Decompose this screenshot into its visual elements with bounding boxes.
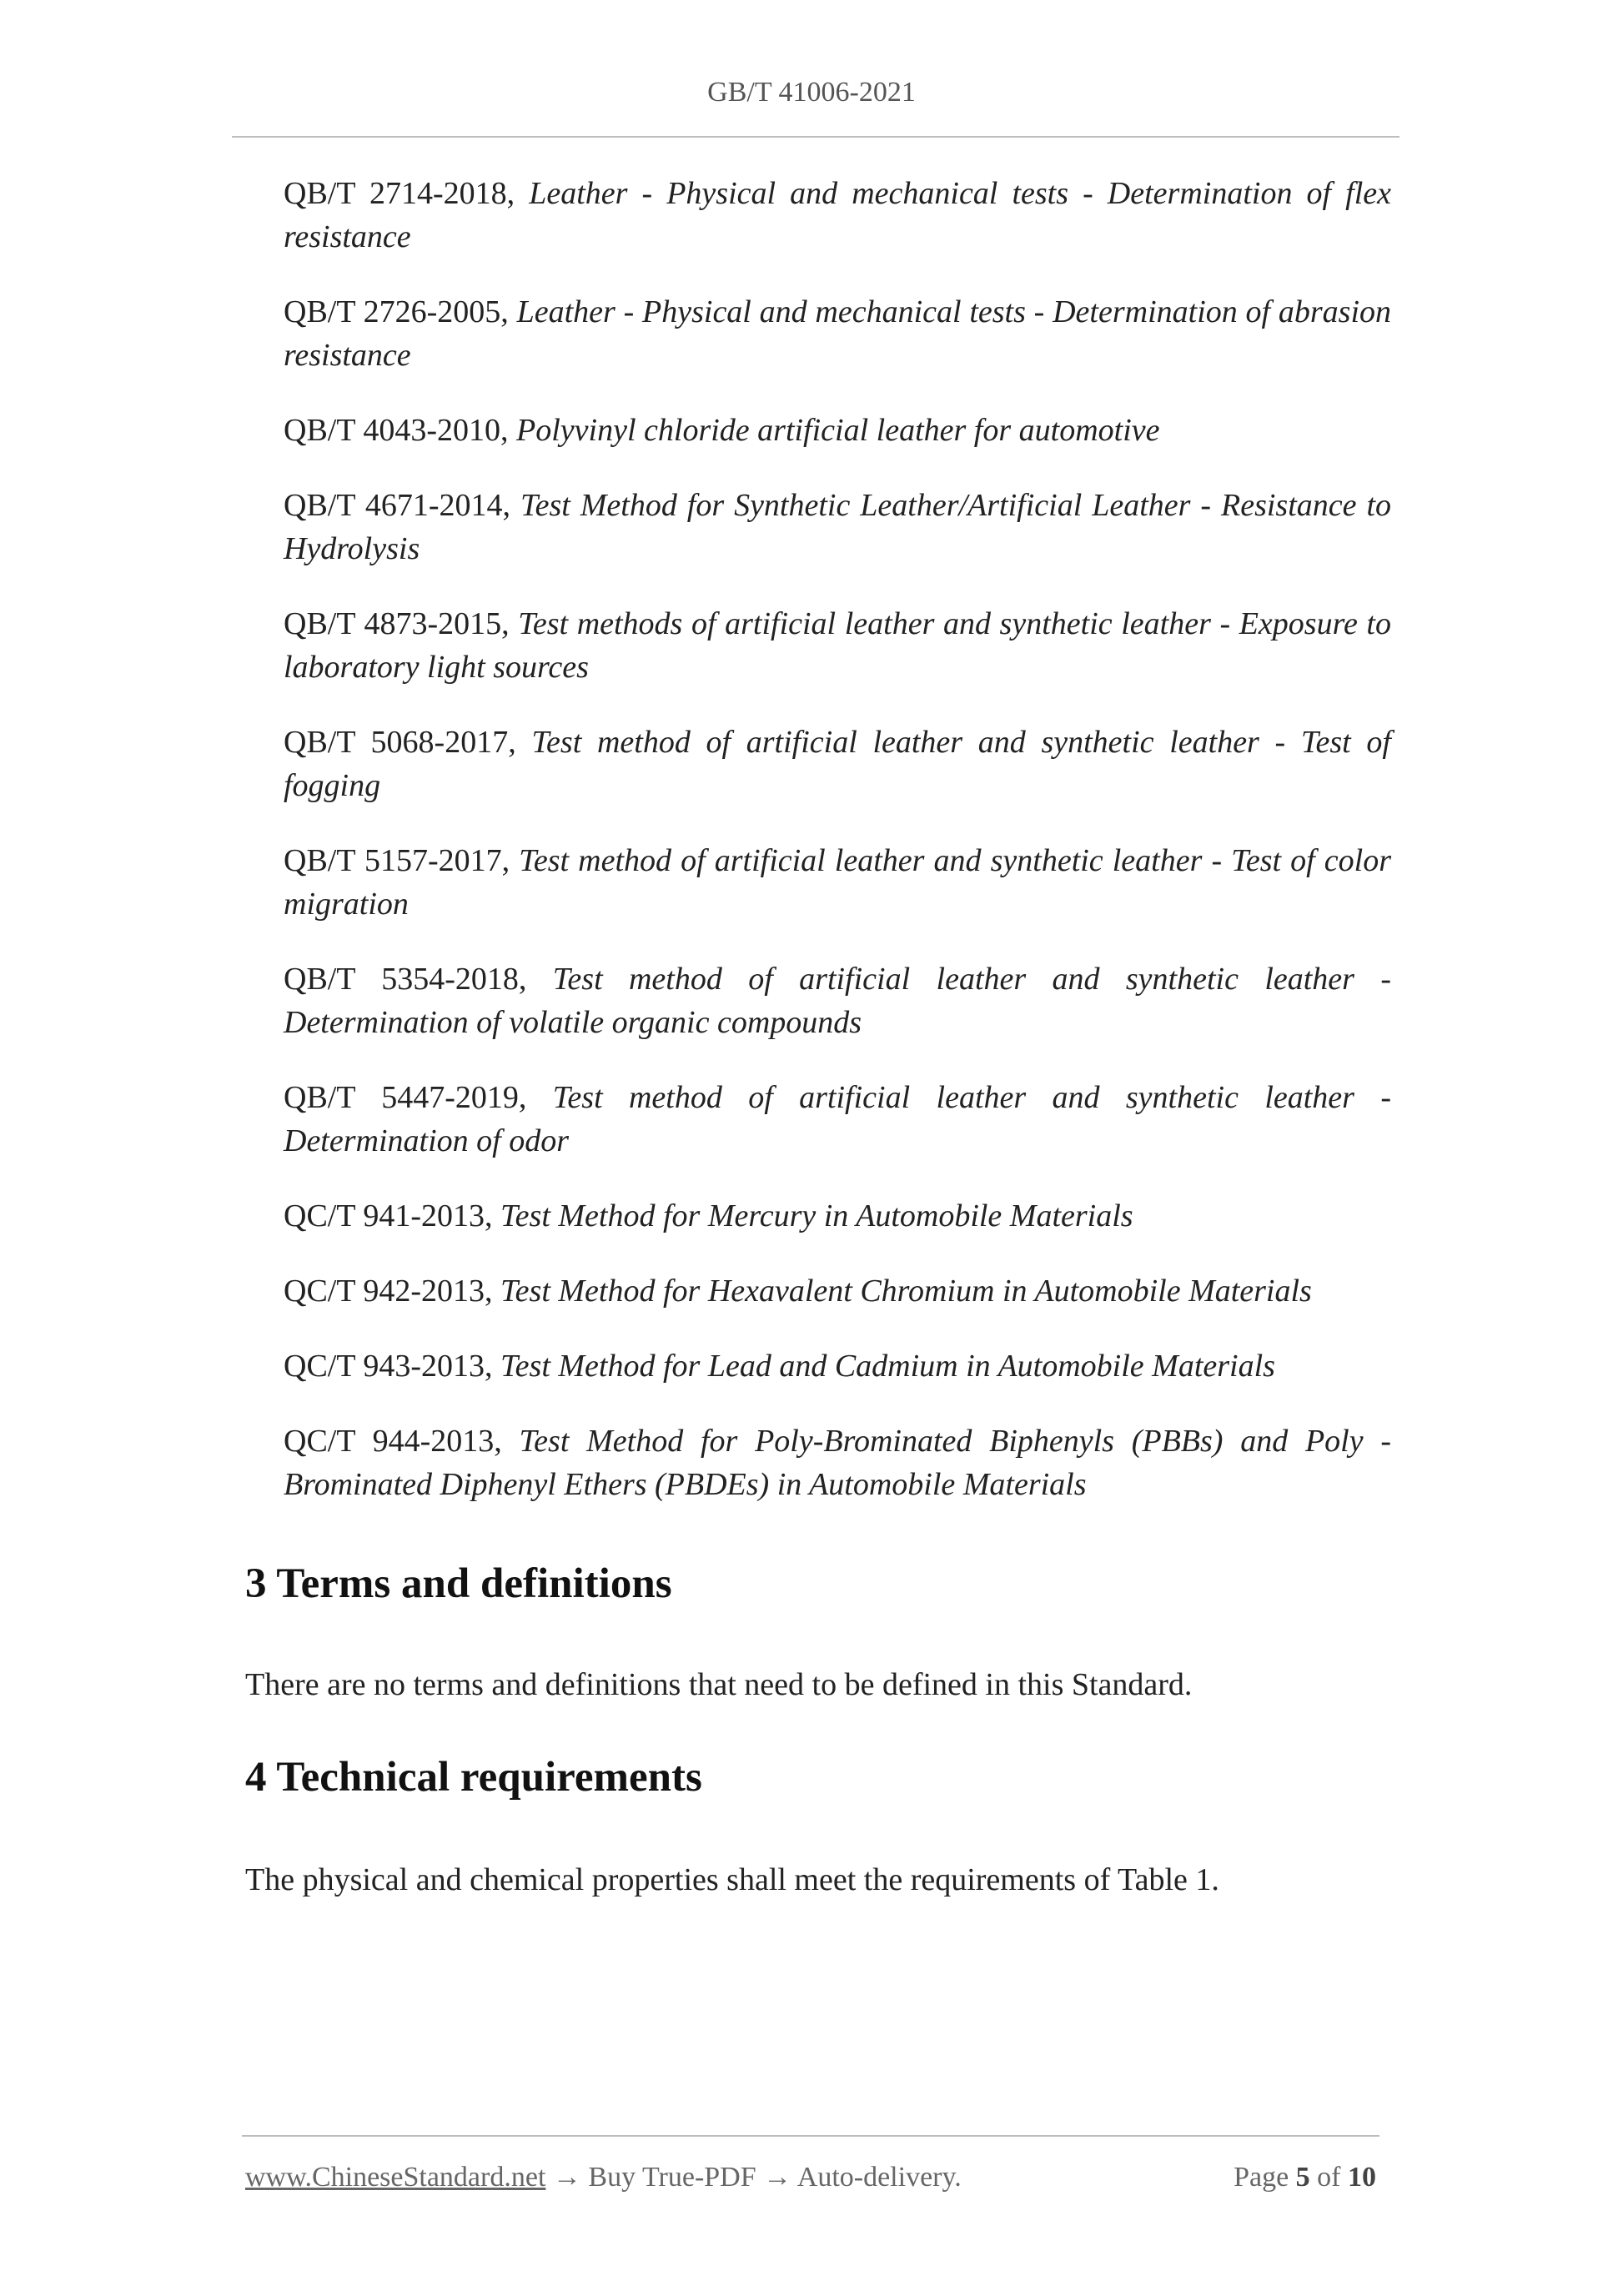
reference-item: [284, 409, 1391, 452]
reference-item: [284, 484, 1391, 570]
reference-code: QB/T 5354-2018,: [284, 962, 553, 997]
reference-code: QC/T 944-2013,: [284, 1424, 520, 1459]
reference-item: [284, 839, 1391, 926]
reference-title: Leather - Physical and mechanical tests - Determination of flex resistance: [284, 176, 1392, 254]
reference-item: [284, 602, 1391, 689]
reference-code: QB/T 5068-2017,: [284, 725, 532, 760]
reference-code: QB/T 5157-2017,: [284, 843, 520, 878]
section-3-text: There are no terms and definitions that need to be defined in this Standard.: [245, 1667, 1193, 1702]
reference-item: [284, 1269, 1391, 1313]
reference-code: QC/T 942-2013,: [284, 1274, 501, 1309]
page-number: 5: [1295, 2162, 1310, 2193]
reference-title: Test method of artificial leather and synthetic leather - Test of fogging: [284, 725, 1391, 803]
reference-item: [284, 721, 1391, 807]
page-label: Page: [1234, 2162, 1296, 2193]
header-doc-code: GB/T 41006-2021: [707, 77, 916, 108]
footer-delivery-text: Auto-delivery.: [796, 2162, 962, 2193]
reference-code: QB/T 2726-2005,: [284, 294, 517, 329]
reference-code: QC/T 941-2013,: [284, 1198, 501, 1233]
section-4-heading: 4 Technical requirements: [245, 1754, 702, 1801]
reference-code: QB/T 4873-2015,: [284, 606, 519, 641]
reference-title: Test Method for Lead and Cadmium in Automobile Materials: [500, 1349, 1275, 1384]
reference-item: [284, 1076, 1391, 1163]
reference-title: Polyvinyl chloride artificial leather for automotive: [516, 413, 1160, 448]
section-3-heading: 3 Terms and definitions: [245, 1560, 672, 1607]
reference-item: [284, 1344, 1391, 1388]
reference-code: QB/T 5447-2019,: [284, 1080, 553, 1115]
reference-title: Test method of artificial leather and synthetic leather - Determination of volatile organic compounds: [284, 962, 1391, 1040]
reference-item: [284, 1419, 1391, 1506]
footer-promo: [245, 2162, 962, 2193]
reference-code: QB/T 4043-2010,: [284, 413, 517, 448]
reference-title: Test Method for Synthetic Leather/Artificial Leather - Resistance to Hydrolysis: [284, 488, 1391, 566]
footer-buy-text: Buy True-PDF: [588, 2162, 756, 2193]
reference-title: Test methods of artificial leather and synthetic leather - Exposure to laboratory light sources: [284, 606, 1391, 685]
reference-title: Test method of artificial leather and synthetic leather - Determination of odor: [284, 1080, 1391, 1158]
reference-item: [284, 290, 1391, 377]
reference-title: Test method of artificial leather and synthetic leather - Test of color migration: [284, 843, 1391, 922]
reference-code: QB/T 4671-2014,: [284, 488, 520, 523]
arrow-right-icon: →: [545, 2162, 589, 2193]
footer-website-link[interactable]: www.ChineseStandard.net: [245, 2162, 546, 2193]
reference-item: [284, 172, 1391, 259]
footer-page-indicator: [1234, 2162, 1376, 2193]
header-divider: [232, 136, 1399, 138]
reference-item: [284, 957, 1391, 1044]
reference-title: Test Method for Hexavalent Chromium in Automobile Materials: [500, 1274, 1312, 1309]
reference-title: Test Method for Mercury in Automobile Materials: [500, 1198, 1133, 1233]
reference-item: [284, 1194, 1391, 1238]
reference-title: Test Method for Poly-Brominated Biphenyls (PBBs) and Poly - Brominated Diphenyl Ethers (PBDEs) in Automobile Materials: [284, 1424, 1391, 1502]
normative-references-list: [284, 172, 1391, 1538]
arrow-right-icon: →: [756, 2162, 797, 2193]
reference-code: QB/T 2714-2018,: [284, 176, 530, 211]
page-total: 10: [1348, 2162, 1376, 2193]
reference-code: QC/T 943-2013,: [284, 1349, 501, 1384]
section-4-text: The physical and chemical properties shall meet the requirements of Table 1.: [245, 1862, 1219, 1897]
reference-title: Leather - Physical and mechanical tests - Determination of abrasion resistance: [284, 294, 1391, 373]
of-label: of: [1309, 2162, 1348, 2193]
footer-divider: [242, 2135, 1379, 2137]
